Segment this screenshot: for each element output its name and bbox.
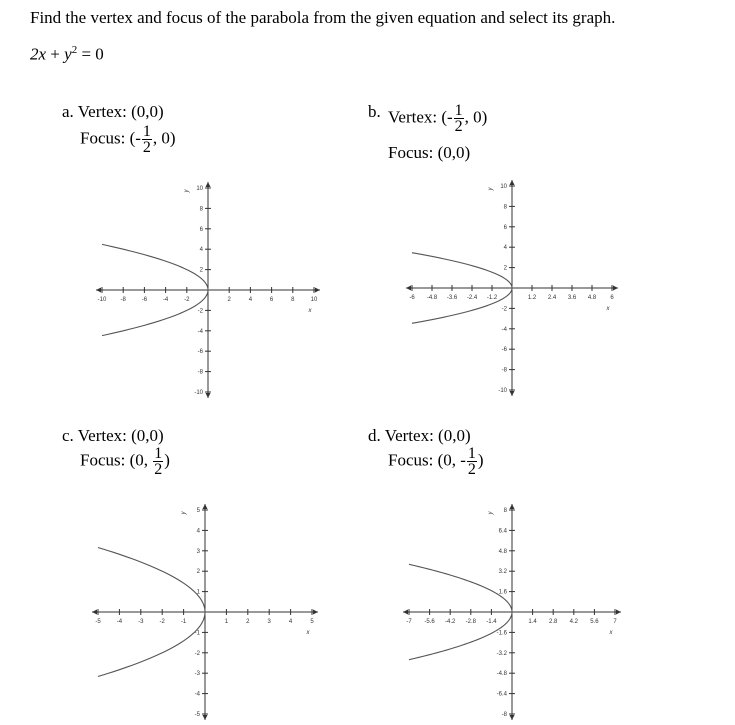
x-axis-label: x (606, 306, 610, 312)
equation-plus: + (46, 44, 65, 64)
x-tick-label: 7 (613, 619, 617, 625)
x-tick-label: -1 (180, 619, 187, 625)
x-tick-label: 2 (227, 297, 231, 303)
x-tick-label: 2.8 (549, 619, 558, 625)
x-tick-label: -2 (159, 619, 165, 625)
fraction-numerator: 1 (467, 445, 476, 462)
equation-x: x (38, 44, 47, 64)
y-tick-label: -4.8 (496, 671, 507, 678)
option-a-focus-prefix: Focus: (- (80, 128, 141, 148)
fraction-denominator: 2 (154, 461, 163, 478)
y-tick-label: 4.8 (498, 548, 507, 555)
equation-exponent: 2 (71, 44, 78, 56)
option-b-vertex-suffix: , 0) (464, 107, 488, 127)
option-a-letter: a. (62, 102, 74, 121)
y-tick-label: -6 (501, 347, 507, 354)
y-tick-label: 5 (196, 508, 200, 514)
option-b-vertex-prefix: Vertex: (- (388, 107, 453, 127)
y-tick-label: -1 (194, 630, 200, 637)
x-tick-label: -6 (141, 297, 148, 303)
x-tick-label: -4 (116, 619, 123, 625)
x-axis-label: x (306, 630, 310, 636)
option-d-letter: d. (368, 426, 381, 445)
y-tick-label: 4 (199, 247, 203, 254)
x-tick-label: 6 (269, 297, 274, 303)
x-axis-arrow-right (616, 610, 621, 615)
y-tick-label: 1 (196, 589, 200, 596)
fraction-denominator: 2 (467, 461, 476, 478)
option-a-vertex-label: Vertex: (0,0) (77, 102, 164, 121)
option-a-focus-suffix: , 0) (152, 128, 176, 148)
x-tick-label: 4.8 (587, 295, 597, 301)
x-tick-label: -2 (184, 297, 190, 303)
x-tick-label: 8 (291, 297, 295, 303)
x-axis-label: x (609, 630, 613, 636)
x-tick-label: 2.4 (547, 295, 557, 301)
x-tick-label: 4 (288, 619, 293, 625)
x-tick-label: 4 (248, 297, 253, 303)
option-d-vertex-label: Vertex: (0,0) (384, 426, 471, 445)
fraction-numerator: 1 (454, 102, 463, 119)
fraction-numerator: 1 (154, 445, 163, 462)
y-tick-label: -10 (194, 390, 203, 396)
x-tick-label: 1.2 (527, 295, 537, 301)
x-tick-label: -2.8 (465, 619, 476, 625)
y-axis-arrow-down (510, 715, 515, 720)
fraction-numerator: 1 (142, 123, 151, 140)
fraction-denominator: 2 (454, 118, 463, 135)
fraction-denominator: 2 (142, 139, 151, 156)
y-axis-label: y (488, 511, 494, 515)
option-d-focus-suffix: ) (477, 450, 484, 470)
y-tick-label: -3 (194, 671, 200, 678)
x-tick-label: -5 (95, 619, 101, 625)
x-tick-label: -7 (406, 619, 412, 625)
x-tick-label: 5 (310, 619, 314, 625)
x-tick-label: 3 (267, 619, 271, 625)
x-tick-label: 2 (246, 619, 250, 625)
y-tick-label: -5 (194, 712, 200, 718)
y-axis-arrow-up (510, 504, 515, 509)
y-tick-label: 3.2 (498, 569, 507, 576)
option-b-letter[interactable]: b. (368, 102, 381, 121)
y-tick-label: -4 (194, 691, 200, 698)
x-tick-label: 10 (310, 297, 318, 303)
equation-y: y (64, 44, 72, 64)
y-tick-label: -8 (197, 369, 203, 376)
x-tick-label: -4.2 (445, 619, 456, 625)
x-tick-label: -1.4 (486, 619, 497, 625)
option-d-focus-prefix: Focus: (0, - (388, 450, 466, 470)
equation-rhs: = 0 (77, 44, 104, 64)
y-tick-label: 10 (196, 186, 203, 192)
option-c-letter: c. (62, 426, 74, 445)
y-tick-label: -2 (197, 308, 203, 315)
y-tick-label: -6.4 (496, 691, 507, 698)
y-tick-label: 4 (196, 528, 200, 535)
y-tick-label: -6 (197, 349, 203, 356)
y-tick-label: 6 (503, 224, 507, 231)
x-tick-label: -2.4 (466, 295, 478, 301)
option-b-focus: Focus: (0,0) (388, 143, 471, 162)
y-tick-label: -4 (501, 326, 507, 333)
y-tick-label: 4 (503, 245, 507, 252)
x-tick-label: -6 (409, 295, 415, 301)
y-tick-label: -10 (498, 388, 507, 394)
x-tick-label: 6 (610, 295, 614, 301)
y-tick-label: -2 (501, 306, 507, 313)
y-tick-label: -3.2 (496, 650, 507, 657)
x-tick-label: -4.8 (426, 295, 438, 301)
y-tick-label: 8 (199, 206, 203, 213)
x-tick-label: 3.6 (567, 295, 577, 301)
x-tick-label: -10 (97, 297, 107, 303)
y-tick-label: 1.6 (498, 589, 507, 596)
x-tick-label: 1 (224, 619, 229, 625)
equation-coef: 2 (30, 44, 39, 64)
x-tick-label: 5.6 (590, 619, 599, 625)
y-tick-label: 3 (196, 548, 200, 555)
x-axis-label: x (308, 308, 312, 314)
option-c-vertex-label: Vertex: (0,0) (77, 426, 164, 445)
y-tick-label: 6.4 (498, 528, 507, 535)
y-tick-label: -4 (197, 328, 203, 335)
x-tick-label: -8 (120, 297, 126, 303)
y-tick-label: 2 (196, 569, 200, 576)
y-tick-label: 8 (503, 508, 507, 514)
y-axis-label: y (488, 187, 494, 191)
y-tick-label: -1.6 (496, 630, 507, 637)
x-tick-label: 4.2 (569, 619, 578, 625)
y-axis-label: y (184, 189, 190, 193)
y-tick-label: -8 (501, 367, 507, 374)
y-tick-label: 6 (199, 226, 203, 233)
y-tick-label: 8 (503, 204, 507, 211)
x-tick-label: 1.4 (528, 619, 537, 625)
x-tick-label: -3.6 (446, 295, 458, 301)
x-tick-label: -5.6 (424, 619, 435, 625)
question-text: Find the vertex and focus of the parabola from the given equation and select its graph. (30, 8, 616, 27)
y-tick-label: 10 (500, 184, 507, 190)
y-tick-label: 2 (199, 267, 203, 274)
x-tick-label: -1.2 (486, 295, 498, 301)
option-c-focus-prefix: Focus: (0, (80, 450, 148, 470)
x-axis-arrow-left (403, 610, 408, 615)
y-axis-label: y (181, 511, 187, 515)
x-tick-label: -4 (162, 297, 169, 303)
y-tick-label: -8 (501, 712, 507, 718)
y-tick-label: -2 (194, 650, 200, 657)
x-tick-label: -3 (138, 619, 144, 625)
option-c-focus-suffix: ) (164, 450, 170, 470)
y-tick-label: 2 (503, 265, 507, 272)
